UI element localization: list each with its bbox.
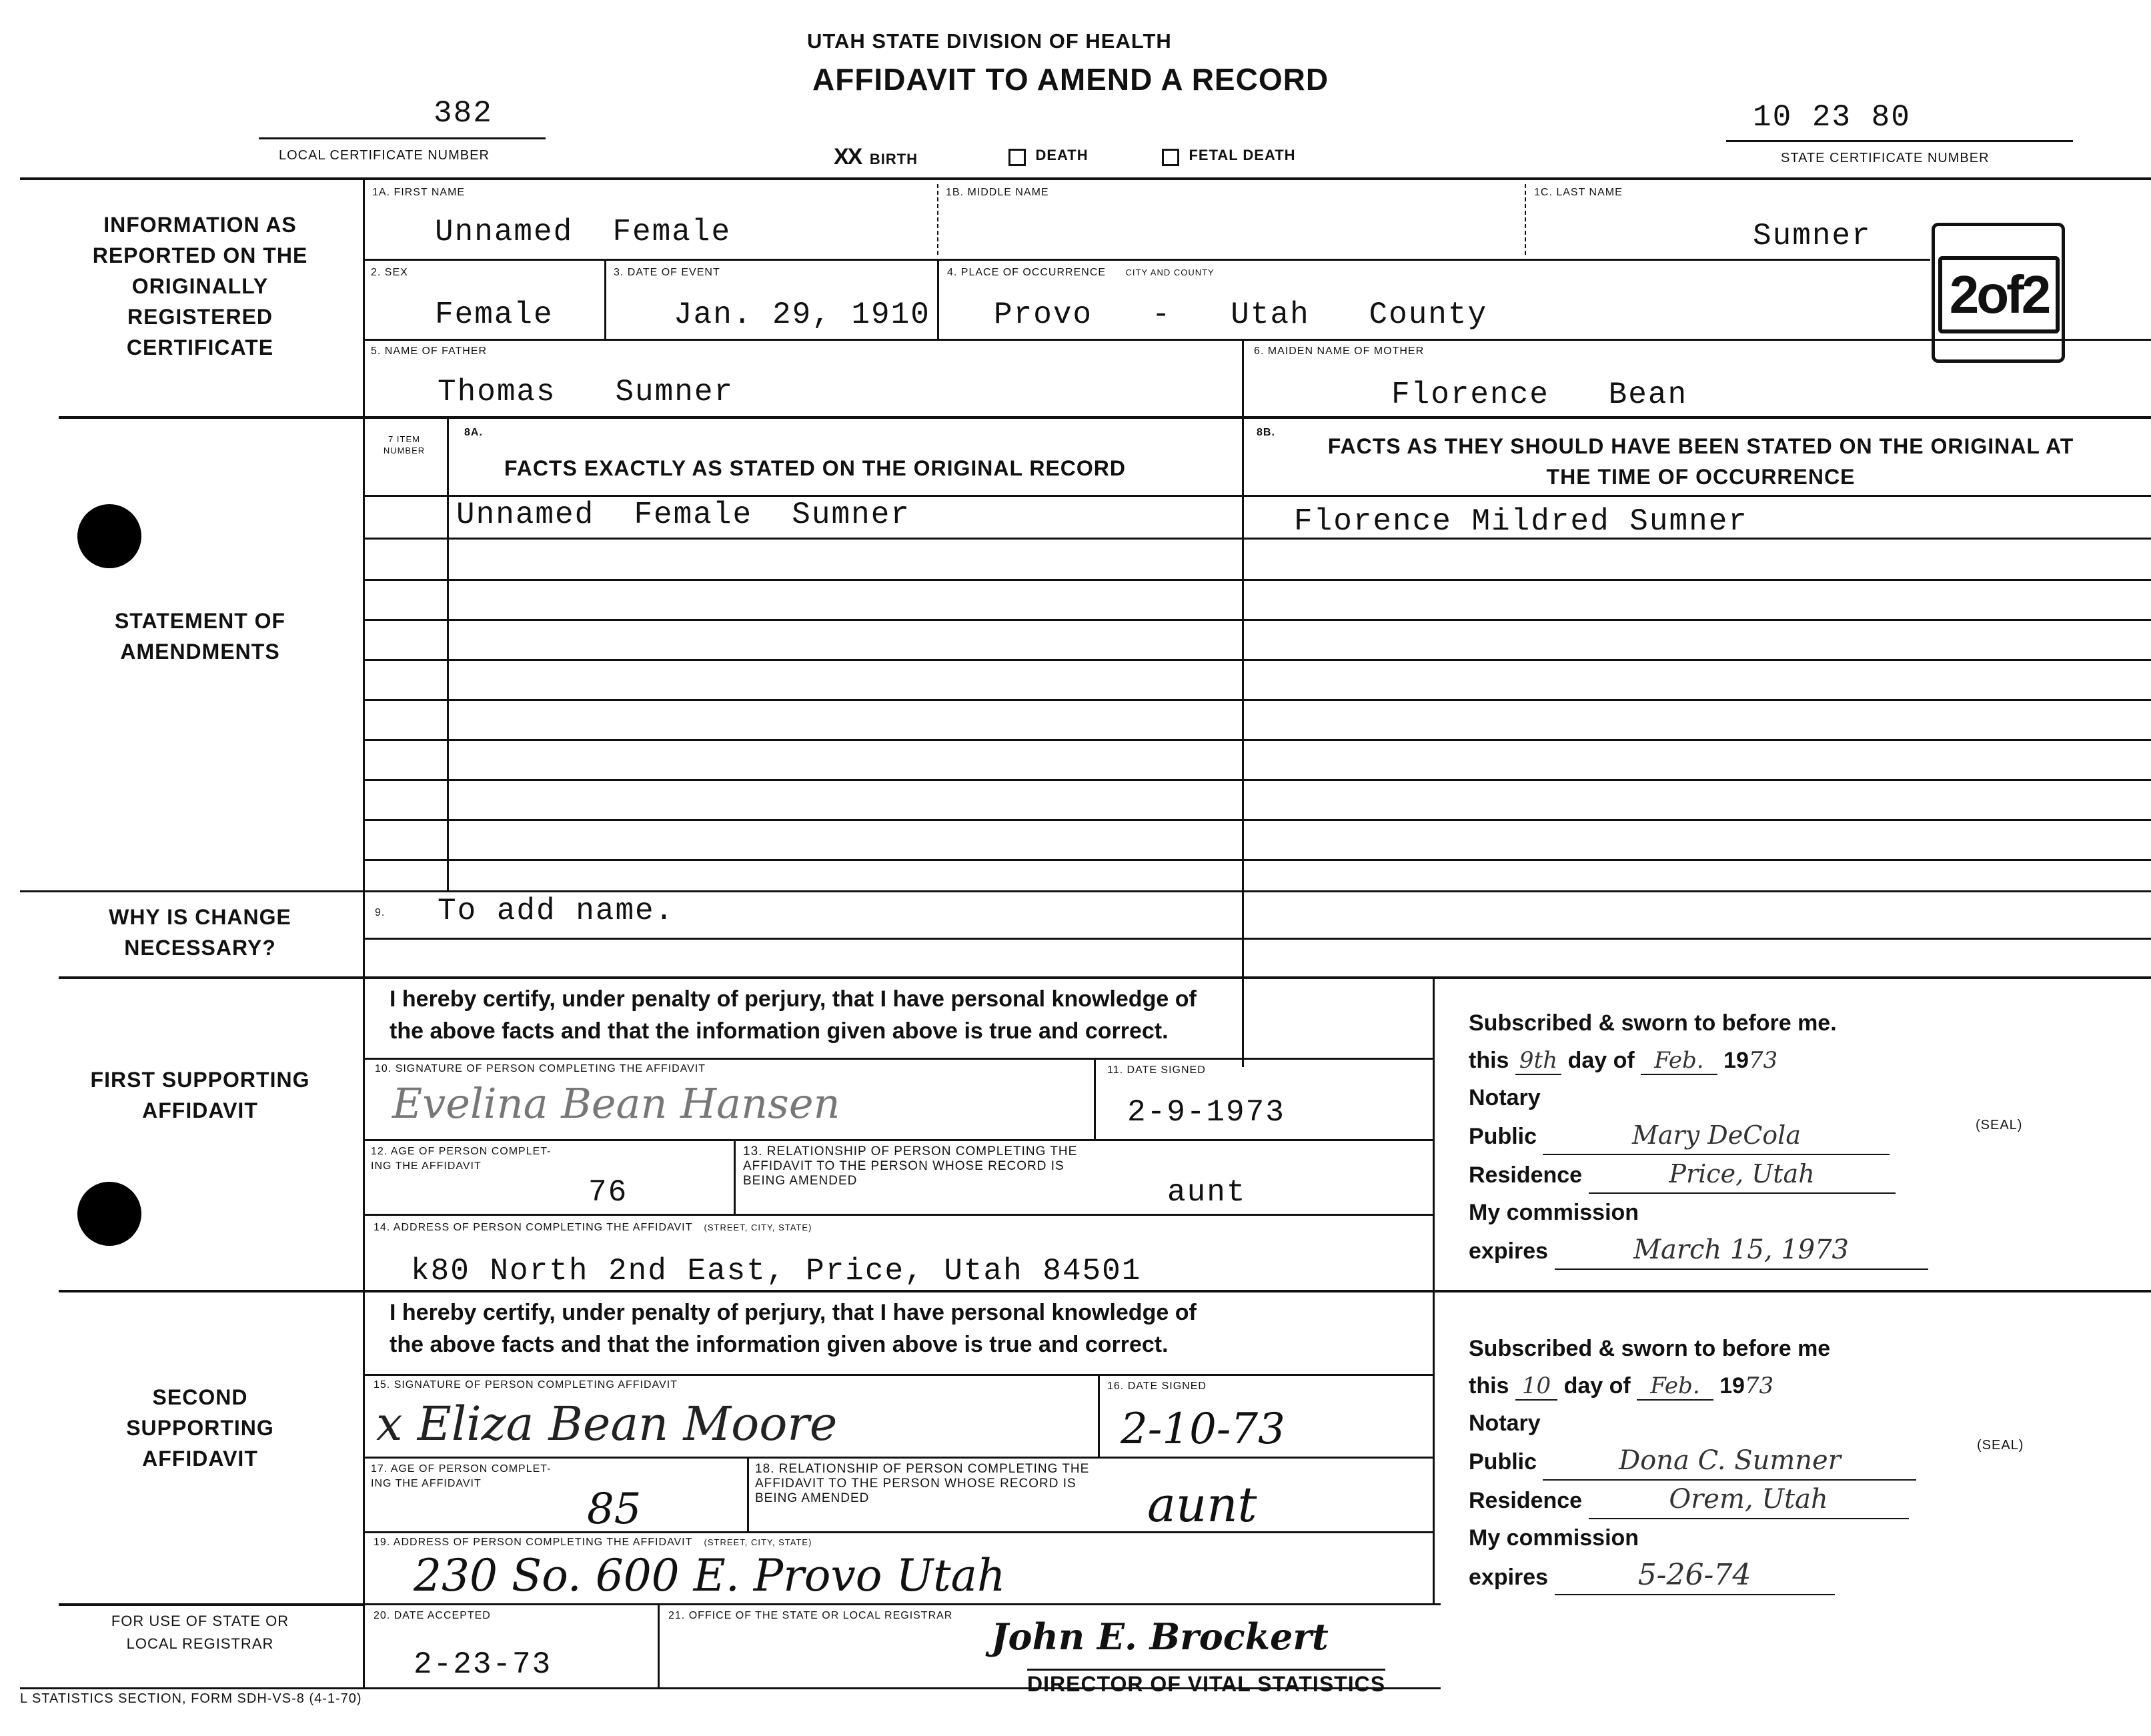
- office-signature: John E. Brockert: [991, 1615, 1329, 1658]
- fetal-death-checkbox: [1162, 149, 1179, 166]
- last-name-label: 1C. LAST NAME: [1534, 187, 1623, 198]
- local-cert-number: 382: [434, 96, 493, 131]
- place-value: Provo - Utah County: [994, 297, 1488, 332]
- sex-value: Female: [435, 297, 554, 332]
- first-age-value: 76: [588, 1175, 628, 1210]
- section-first-label: FIRST SUPPORTING AFFIDAVIT: [90, 1068, 310, 1122]
- father-label: 5. NAME OF FATHER: [371, 345, 488, 357]
- second-seal: (SEAL): [1977, 1438, 2024, 1453]
- second-age-label: 17. AGE OF PERSON COMPLET- ING THE AFFIDAVIT: [371, 1463, 552, 1489]
- page-stamp-inner: 2of2: [1938, 256, 2060, 333]
- record-type-death: DEATH: [1008, 147, 1089, 166]
- section-why-label: WHY IS CHANGE NECESSARY?: [109, 905, 291, 960]
- office-title: DIRECTOR OF VITAL STATISTICS: [1027, 1669, 1385, 1697]
- first-addr-label: 14. ADDRESS OF PERSON COMPLETING THE AFFIDAVIT (STREET, CITY, STATE): [374, 1222, 812, 1233]
- first-sig-label: 10. SIGNATURE OF PERSON COMPLETING THE AFFIDAVIT: [375, 1063, 706, 1074]
- second-relationship-value: aunt: [1147, 1477, 1257, 1533]
- death-checkbox: [1008, 149, 1026, 166]
- mother-label: 6. MAIDEN NAME OF MOTHER: [1254, 345, 1425, 357]
- punch-hole-top: [77, 504, 141, 568]
- form-footer: L STATISTICS SECTION, FORM SDH-VS-8 (4-1-70): [20, 1691, 362, 1706]
- date-label: 3. DATE OF EVENT: [614, 267, 720, 278]
- first-certify-text: I hereby certify, under penalty of perjury, that I have personal knowledge of the above facts and that the information given above is true and correct.: [390, 986, 1197, 1044]
- first-notary-month: Feb.: [1641, 1047, 1717, 1075]
- second-notary-signature: Dona C. Sumner: [1543, 1442, 1916, 1481]
- office-label: 21. OFFICE OF THE STATE OR LOCAL REGISTRAR: [668, 1610, 953, 1621]
- state-cert-label: STATE CERTIFICATE NUMBER: [1781, 151, 1990, 165]
- amend-row1-original: Unnamed Female Sumner: [456, 498, 910, 532]
- second-notary-expires: 5-26-74: [1555, 1557, 1835, 1595]
- sex-label: 2. SEX: [371, 267, 408, 278]
- second-addr-label: 19. ADDRESS OF PERSON COMPLETING THE AFFIDAVIT (STREET, CITY, STATE): [374, 1537, 812, 1548]
- col-a-num: 8A.: [464, 427, 483, 438]
- record-type-birth: XX BIRTH: [834, 144, 918, 169]
- local-cert-label: LOCAL CERTIFICATE NUMBER: [279, 148, 490, 163]
- first-relationship-value: aunt: [1167, 1175, 1247, 1210]
- first-date-label: 11. DATE SIGNED: [1107, 1064, 1206, 1076]
- second-address-value: 230 So. 600 E. Provo Utah: [414, 1550, 1006, 1601]
- second-date-label: 16. DATE SIGNED: [1107, 1381, 1207, 1392]
- agency-name: UTAH STATE DIVISION OF HEALTH: [807, 29, 1172, 53]
- section-second-label: SECOND SUPPORTING AFFIDAVIT: [126, 1385, 274, 1471]
- accepted-label: 20. DATE ACCEPTED: [374, 1610, 491, 1621]
- first-notary-residence: Price, Utah: [1589, 1155, 1896, 1194]
- second-sig-label: 15. SIGNATURE OF PERSON COMPLETING AFFIDAVIT: [374, 1379, 678, 1391]
- second-certify-text: I hereby certify, under penalty of perjury, that I have personal knowledge of the above facts and that the information given above is true and correct.: [390, 1300, 1197, 1357]
- second-date-value: 2-10-73: [1121, 1405, 1285, 1454]
- second-notary-day: 10: [1515, 1373, 1557, 1401]
- second-notary-month: Feb.: [1637, 1373, 1713, 1401]
- birth-mark: XX: [834, 144, 862, 169]
- col-a-header: FACTS EXACTLY AS STATED ON THE ORIGINAL RECORD: [504, 456, 1126, 480]
- second-notary-residence: Orem, Utah: [1589, 1481, 1909, 1519]
- second-signature: x Eliza Bean Moore: [376, 1397, 838, 1451]
- why-text: To add name.: [438, 894, 675, 928]
- state-cert-number: 10 23 80: [1753, 100, 1911, 135]
- form-title: AFFIDAVIT TO AMEND A RECORD: [812, 62, 1329, 97]
- col-b-header: FACTS AS THEY SHOULD HAVE BEEN STATED ON THE ORIGINAL AT THE TIME OF OCCURRENCE: [1327, 434, 2074, 489]
- first-age-label: 12. AGE OF PERSON COMPLET- ING THE AFFIDAVIT: [371, 1146, 552, 1172]
- second-age-value: 85: [587, 1485, 642, 1534]
- first-notary-expires: March 15, 1973: [1555, 1231, 1928, 1270]
- second-rel-label: 18. RELATIONSHIP OF PERSON COMPLETING THE AFFIDAVIT TO THE PERSON WHOSE RECORD IS BEING AMENDED: [755, 1462, 1090, 1505]
- punch-hole-bottom: [77, 1182, 141, 1246]
- date-value: Jan. 29, 1910: [674, 297, 930, 332]
- first-signature: Evelina Bean Hansen: [392, 1079, 840, 1128]
- first-seal: (SEAL): [1976, 1118, 2023, 1132]
- mother-value: Florence Bean: [1391, 377, 1688, 412]
- place-label: 4. PLACE OF OCCURRENCE CITY AND COUNTY: [947, 267, 1215, 278]
- accepted-value: 2-23-73: [414, 1647, 552, 1682]
- last-name-value: Sumner: [1753, 219, 1872, 253]
- first-name-label: 1A. FIRST NAME: [372, 187, 466, 198]
- father-value: Thomas Sumner: [438, 375, 734, 409]
- why-num: 9.: [375, 907, 386, 918]
- record-type-fetal-death: FETAL DEATH: [1162, 147, 1296, 166]
- first-name-value: Unnamed Female: [435, 215, 732, 249]
- first-rel-label: 13. RELATIONSHIP OF PERSON COMPLETING THE AFFIDAVIT TO THE PERSON WHOSE RECORD IS BEING AMENDED: [743, 1144, 1078, 1188]
- col-b-num: 8B.: [1257, 427, 1275, 438]
- first-notary-day: 9th: [1515, 1047, 1561, 1075]
- item-number-label: 7 ITEM NUMBER: [383, 434, 426, 456]
- section-amendments-label: STATEMENT OF AMENDMENTS: [114, 609, 286, 664]
- section-registrar-label: FOR USE OF STATE OR LOCAL REGISTRAR: [111, 1613, 289, 1652]
- first-address-value: k80 North 2nd East, Price, Utah 84501: [411, 1254, 1142, 1288]
- section-info-label: INFORMATION AS REPORTED ON THE ORIGINALLY REGISTERED CERTIFICATE: [92, 213, 308, 359]
- middle-name-label: 1B. MIDDLE NAME: [946, 187, 1049, 198]
- first-date-value: 2-9-1973: [1127, 1095, 1285, 1130]
- first-notary-signature: Mary DeCola: [1543, 1116, 1890, 1155]
- first-notary-block: Subscribed & sworn to before me. this 9th day of Feb. 1973 Notary Public Mary DeCola Residence Price, Utah My commission expires March 15, 1973: [1469, 1004, 1928, 1270]
- amend-row1-corrected: Florence Mildred Sumner: [1294, 504, 1748, 539]
- second-notary-block: Subscribed & sworn to before me this 10 day of Feb. 1973 Notary Public Dona C. Sumner Residence Orem, Utah My commission expires 5-26-74: [1469, 1330, 1916, 1596]
